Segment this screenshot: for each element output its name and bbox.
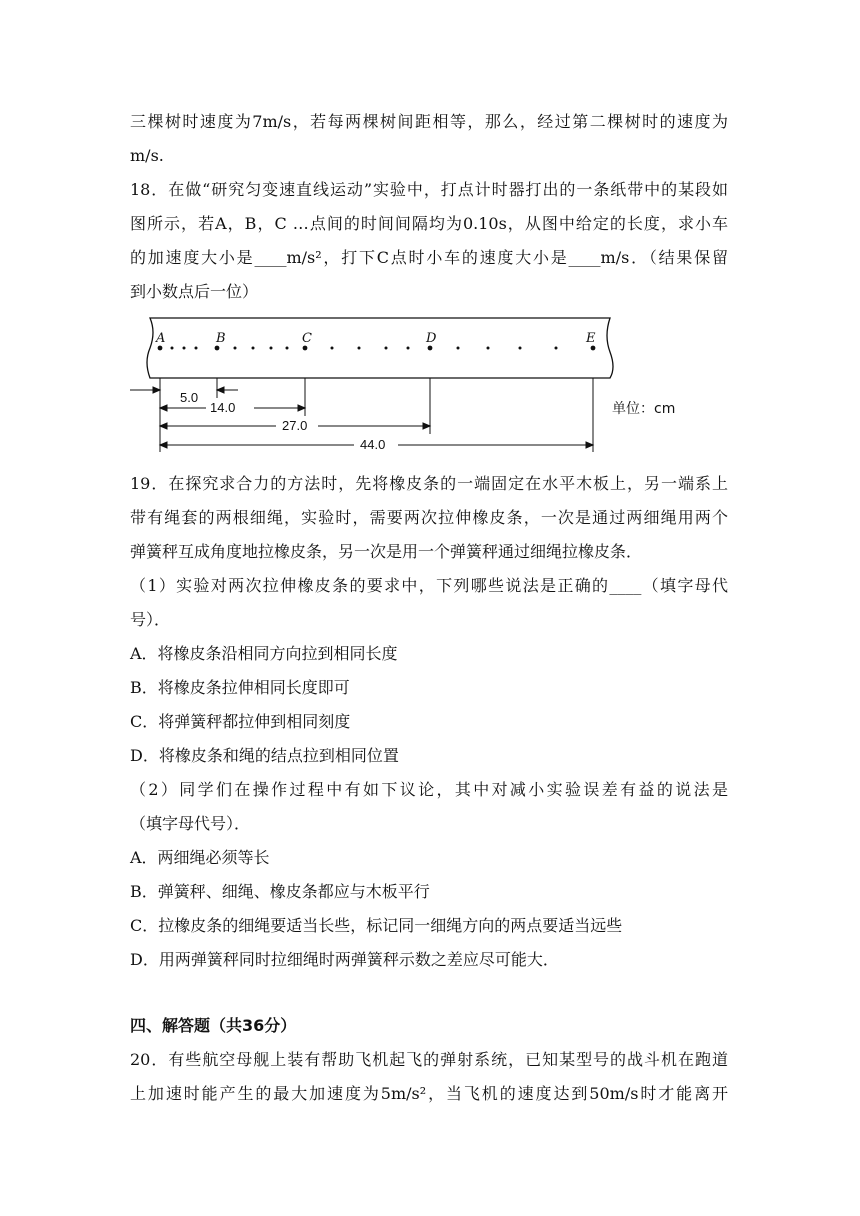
point-label-b: B — [216, 331, 226, 346]
point-label-e: E — [586, 331, 596, 346]
question-18-line: 18．在做“研究匀变速直线运动”实验中，打点计时器打出的一条纸带中的某段如 — [130, 180, 728, 199]
question-18-line: 到小数点后一位） — [130, 282, 259, 301]
option-a: A．两细绳必须等长 — [130, 848, 270, 867]
point-label-c: C — [302, 331, 312, 346]
question-18-line: 图所示，若A，B，C …点间的时间间隔均为0.10s，从图中给定的长度，求小车 — [130, 214, 728, 233]
sub-question-2: （2）同学们在操作过程中有如下议论，其中对减小实验误差有益的说法是 — [130, 780, 728, 799]
ticker-tape-figure — [126, 312, 686, 460]
option-b: B．弹簧秤、细绳、橡皮条都应与木板平行 — [130, 882, 430, 901]
question-20-line: 20．有些航空母舰上装有帮助飞机起飞的弹射系统，已知某型号的战斗机在跑道 — [130, 1050, 728, 1069]
question-19-line: 弹簧秤互成角度地拉橡皮条，另一次是用一个弹簧秤通过细绳拉橡皮条． — [130, 542, 643, 561]
tape-dots — [158, 346, 596, 351]
option-b: B．将橡皮条拉伸相同长度即可 — [130, 678, 350, 697]
option-d: D．将橡皮条和绳的结点拉到相同位置 — [130, 746, 399, 765]
sub-question-1: 号）． — [130, 610, 171, 629]
sub-question-1: （1）实验对两次拉伸橡皮条的要求中，下列哪些说法是正确的____（填字母代 — [130, 576, 728, 595]
option-d: D．用两弹簧秤同时拉细绳时两弹簧秤示数之差应尽可能大． — [130, 950, 559, 969]
option-c: C．拉橡皮条的细绳要适当长些，标记同一细绳方向的两点要适当远些 — [130, 916, 623, 935]
question-20-line: 上加速时能产生的最大加速度为5m/s²，当飞机的速度达到50m/s时才能离开 — [130, 1084, 728, 1103]
section-heading: 四、解答题（共36分） — [130, 1016, 297, 1035]
option-c: C．将弹簧秤都拉伸到相同刻度 — [130, 712, 351, 731]
distance-label-27: 27.0 — [282, 418, 308, 433]
unit-label: 单位：cm — [612, 401, 676, 417]
text-line: m/s. — [130, 146, 164, 165]
text-line: 三棵树时速度为7m/s，若每两棵树间距相等，那么，经过第二棵树时的速度为 — [130, 112, 728, 131]
point-label-a: A — [156, 331, 166, 346]
question-19-line: 19．在探究求合力的方法时，先将橡皮条的一端固定在水平木板上，另一端系上 — [130, 474, 728, 493]
sub-question-2: （填字母代号）． — [130, 814, 251, 833]
distance-label-14: 14.0 — [210, 400, 236, 415]
distance-label-44: 44.0 — [360, 437, 386, 452]
option-a: A．将橡皮条沿相同方向拉到相同长度 — [130, 644, 398, 663]
distance-label-5: 5.0 — [180, 390, 199, 405]
question-18-line: 的加速度大小是____m/s²，打下C点时小车的速度大小是____m/s．（结果保留 — [130, 248, 728, 267]
point-label-d: D — [426, 331, 437, 346]
question-19-line: 带有绳套的两根细绳，实验时，需要两次拉伸橡皮条，一次是通过两细绳用两个 — [130, 508, 728, 527]
